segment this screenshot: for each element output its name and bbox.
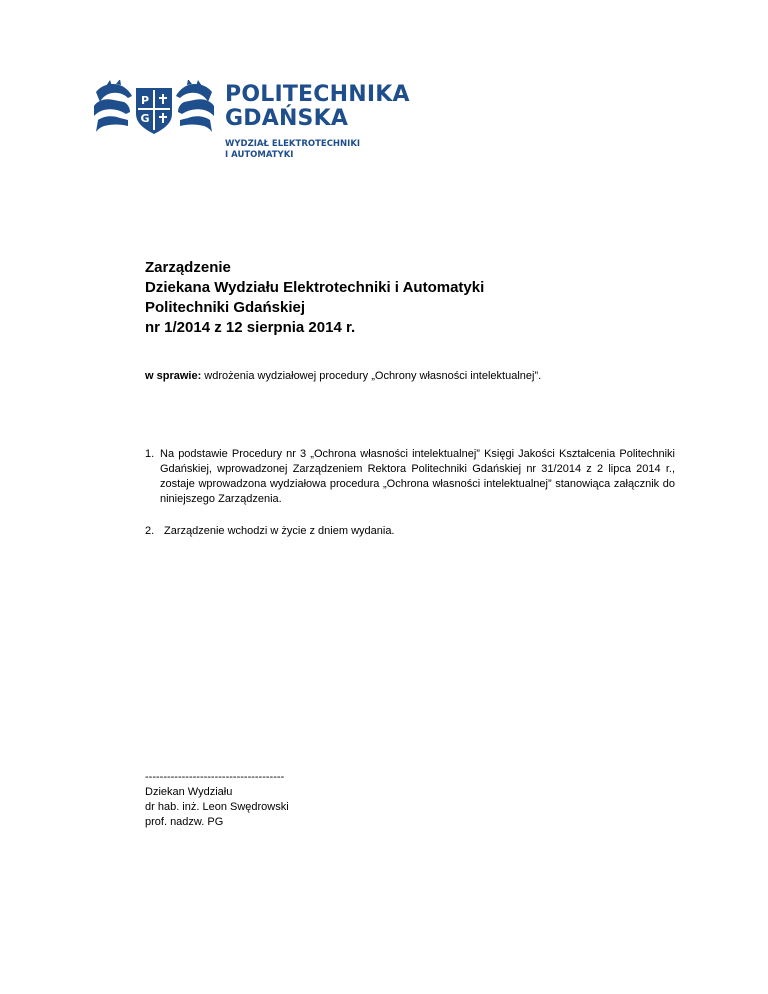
faculty-name <box>225 139 360 161</box>
ordinance-item <box>145 447 675 507</box>
subject-text: wdrożenia wydziałowej procedury „Ochrony własności intelektualnej”. <box>201 370 542 382</box>
title-line4: nr 1/2014 z 12 sierpnia 2014 r. <box>145 319 356 336</box>
item-text: Na podstawie Procedury nr 3 „Ochrona własności intelektualnej” Księgi Jakości Kształcenia Politechniki Gdańskiej, wprowadzonej Zarządzeniem Rektora Politechniki Gdańskiej nr 31/2014 z 2 lipca 2014 r., zostaje wprowadzona wydziałowa procedura „Ochrona własności intelektualnej” stanowiąca załącznik do niniejszego Zarządzenia. <box>160 448 675 505</box>
signer-position: prof. nadzw. PG <box>145 816 224 828</box>
signature-line: -------------------------------------- <box>145 771 285 783</box>
title-line2: Dziekana Wydziału Elektrotechniki i Automatyki <box>145 279 485 296</box>
title-line3: Politechniki Gdańskiej <box>145 299 306 316</box>
shield-letter-p: P <box>140 94 150 107</box>
ordinance-item <box>145 524 675 539</box>
title-line1: Zarządzenie <box>145 259 231 276</box>
signature-block <box>145 770 289 830</box>
university-logo <box>90 80 410 180</box>
item-number: 2. <box>145 525 155 537</box>
university-name-line1: POLITECHNIKA <box>225 82 410 107</box>
ordinance-items <box>145 447 675 556</box>
signer-role: Dziekan Wydziału <box>145 786 233 798</box>
faculty-name-line1: WYDZIAŁ ELEKTROTECHNIKI <box>225 139 361 149</box>
item-text: Zarządzenie wchodzi w życie z dniem wydania. <box>164 525 395 537</box>
lion-crest-icon <box>90 80 218 136</box>
faculty-name-line2: I AUTOMATYKI <box>225 150 294 160</box>
university-name-line2: GDAŃSKA <box>225 106 349 131</box>
item-number: 1. <box>145 448 155 460</box>
signer-name: dr hab. inż. Leon Swędrowski <box>145 801 289 813</box>
document-title <box>145 258 705 338</box>
university-name <box>225 83 410 131</box>
subject-line <box>145 369 705 383</box>
subject-label: w sprawie: <box>145 370 202 382</box>
shield-letter-g: G <box>140 112 150 125</box>
